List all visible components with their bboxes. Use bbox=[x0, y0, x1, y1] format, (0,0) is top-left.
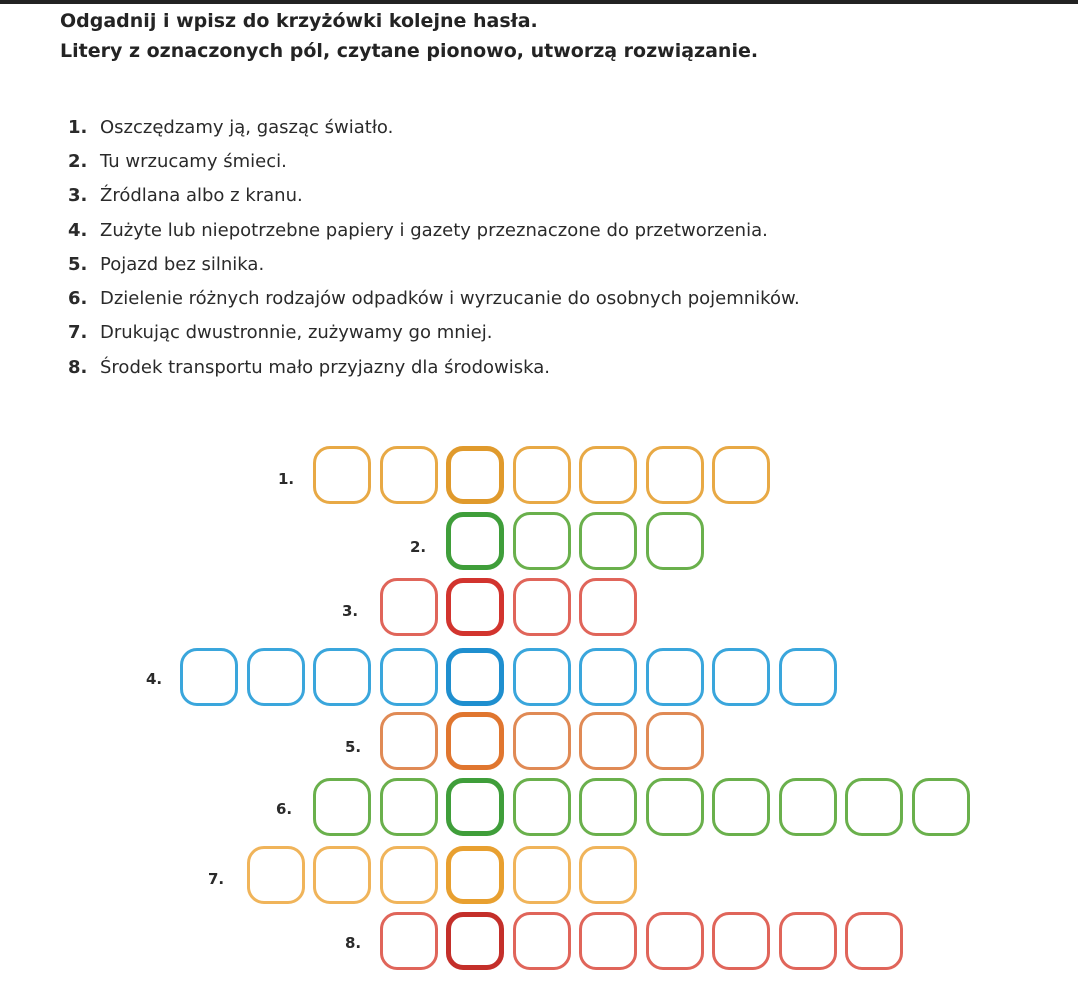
row-label-1: 1. bbox=[278, 470, 295, 488]
marked-cell[interactable] bbox=[446, 446, 504, 504]
crossword-cell[interactable] bbox=[380, 578, 438, 636]
clue-text: Drukując dwustronnie, zużywamy go mniej. bbox=[100, 322, 493, 344]
crossword-cell[interactable] bbox=[380, 778, 438, 836]
marked-cell[interactable] bbox=[446, 912, 504, 970]
crossword-cell[interactable] bbox=[779, 648, 837, 706]
crossword-cell[interactable] bbox=[380, 846, 438, 904]
clue-text: Dzielenie różnych rodzajów odpadków i wyrzucanie do osobnych pojemników. bbox=[100, 288, 800, 310]
crossword-cell[interactable] bbox=[712, 912, 770, 970]
crossword-cell[interactable] bbox=[579, 912, 637, 970]
clue-3 bbox=[68, 179, 800, 213]
crossword-cell[interactable] bbox=[513, 512, 571, 570]
crossword-cell[interactable] bbox=[579, 512, 637, 570]
crossword-cell[interactable] bbox=[579, 712, 637, 770]
crossword-cell[interactable] bbox=[712, 446, 770, 504]
crossword-cell[interactable] bbox=[313, 846, 371, 904]
crossword-cell[interactable] bbox=[712, 778, 770, 836]
clue-number: 6. bbox=[68, 288, 88, 310]
clue-2 bbox=[68, 144, 800, 178]
marked-cell[interactable] bbox=[446, 578, 504, 636]
marked-cell[interactable] bbox=[446, 778, 504, 836]
clue-4 bbox=[68, 213, 800, 247]
row-label-8: 8. bbox=[345, 934, 362, 952]
clue-text: Oszczędzamy ją, gasząc światło. bbox=[100, 116, 394, 138]
crossword-cell[interactable] bbox=[513, 846, 571, 904]
crossword-cell[interactable] bbox=[646, 778, 704, 836]
instruction-line-1: Odgadnij i wpisz do krzyżówki kolejne hasła. bbox=[60, 10, 538, 32]
instruction-line-2: Litery z oznaczonych pól, czytane pionowo, utworzą rozwiązanie. bbox=[60, 40, 759, 62]
crossword-cell[interactable] bbox=[513, 778, 571, 836]
crossword-cell[interactable] bbox=[779, 778, 837, 836]
crossword-cell[interactable] bbox=[180, 648, 238, 706]
crossword-cell[interactable] bbox=[513, 648, 571, 706]
marked-cell[interactable] bbox=[446, 648, 504, 706]
clue-number: 7. bbox=[68, 322, 88, 344]
top-border-line bbox=[0, 0, 1078, 4]
row-label-7: 7. bbox=[208, 870, 225, 888]
marked-cell[interactable] bbox=[446, 512, 504, 570]
crossword-cell[interactable] bbox=[646, 712, 704, 770]
clue-number: 2. bbox=[68, 150, 88, 172]
crossword-cell[interactable] bbox=[380, 446, 438, 504]
crossword-cell[interactable] bbox=[779, 912, 837, 970]
crossword-cell[interactable] bbox=[313, 648, 371, 706]
clue-text: Pojazd bez silnika. bbox=[100, 253, 265, 275]
crossword-cell[interactable] bbox=[579, 648, 637, 706]
clue-list bbox=[68, 110, 800, 384]
crossword-cell[interactable] bbox=[646, 648, 704, 706]
row-label-6: 6. bbox=[276, 800, 293, 818]
row-label-4: 4. bbox=[146, 670, 163, 688]
row-label-2: 2. bbox=[410, 538, 427, 556]
row-label-3: 3. bbox=[342, 602, 359, 620]
crossword-cell[interactable] bbox=[513, 912, 571, 970]
crossword-cell[interactable] bbox=[313, 446, 371, 504]
crossword-cell[interactable] bbox=[513, 712, 571, 770]
clue-1 bbox=[68, 110, 800, 144]
marked-cell[interactable] bbox=[446, 846, 504, 904]
crossword-cell[interactable] bbox=[513, 446, 571, 504]
clue-text: Środek transportu mało przyjazny dla środowiska. bbox=[100, 356, 550, 378]
instructions bbox=[60, 6, 1060, 66]
clue-text: Tu wrzucamy śmieci. bbox=[100, 150, 287, 172]
crossword-cell[interactable] bbox=[247, 648, 305, 706]
crossword-cell[interactable] bbox=[247, 846, 305, 904]
crossword-cell[interactable] bbox=[313, 778, 371, 836]
clue-number: 3. bbox=[68, 185, 88, 207]
clue-text: Zużyte lub niepotrzebne papiery i gazety przeznaczone do przetworzenia. bbox=[100, 219, 768, 241]
crossword-cell[interactable] bbox=[579, 778, 637, 836]
clue-number: 8. bbox=[68, 356, 88, 378]
crossword-cell[interactable] bbox=[646, 512, 704, 570]
crossword-cell[interactable] bbox=[712, 648, 770, 706]
crossword-cell[interactable] bbox=[845, 912, 903, 970]
crossword-cell[interactable] bbox=[513, 578, 571, 636]
clue-5 bbox=[68, 247, 800, 281]
crossword-cell[interactable] bbox=[380, 912, 438, 970]
clue-8 bbox=[68, 350, 800, 384]
clue-number: 1. bbox=[68, 116, 88, 138]
clue-number: 4. bbox=[68, 219, 88, 241]
clue-text: Źródlana albo z kranu. bbox=[100, 185, 303, 207]
crossword-cell[interactable] bbox=[579, 446, 637, 504]
crossword-cell[interactable] bbox=[845, 778, 903, 836]
crossword-cell[interactable] bbox=[646, 446, 704, 504]
crossword-cell[interactable] bbox=[646, 912, 704, 970]
crossword-cell[interactable] bbox=[912, 778, 970, 836]
clue-number: 5. bbox=[68, 253, 88, 275]
clue-6 bbox=[68, 281, 800, 315]
crossword-cell[interactable] bbox=[579, 578, 637, 636]
row-label-5: 5. bbox=[345, 738, 362, 756]
crossword-cell[interactable] bbox=[380, 712, 438, 770]
marked-cell[interactable] bbox=[446, 712, 504, 770]
crossword-cell[interactable] bbox=[380, 648, 438, 706]
crossword-cell[interactable] bbox=[579, 846, 637, 904]
clue-7 bbox=[68, 316, 800, 350]
